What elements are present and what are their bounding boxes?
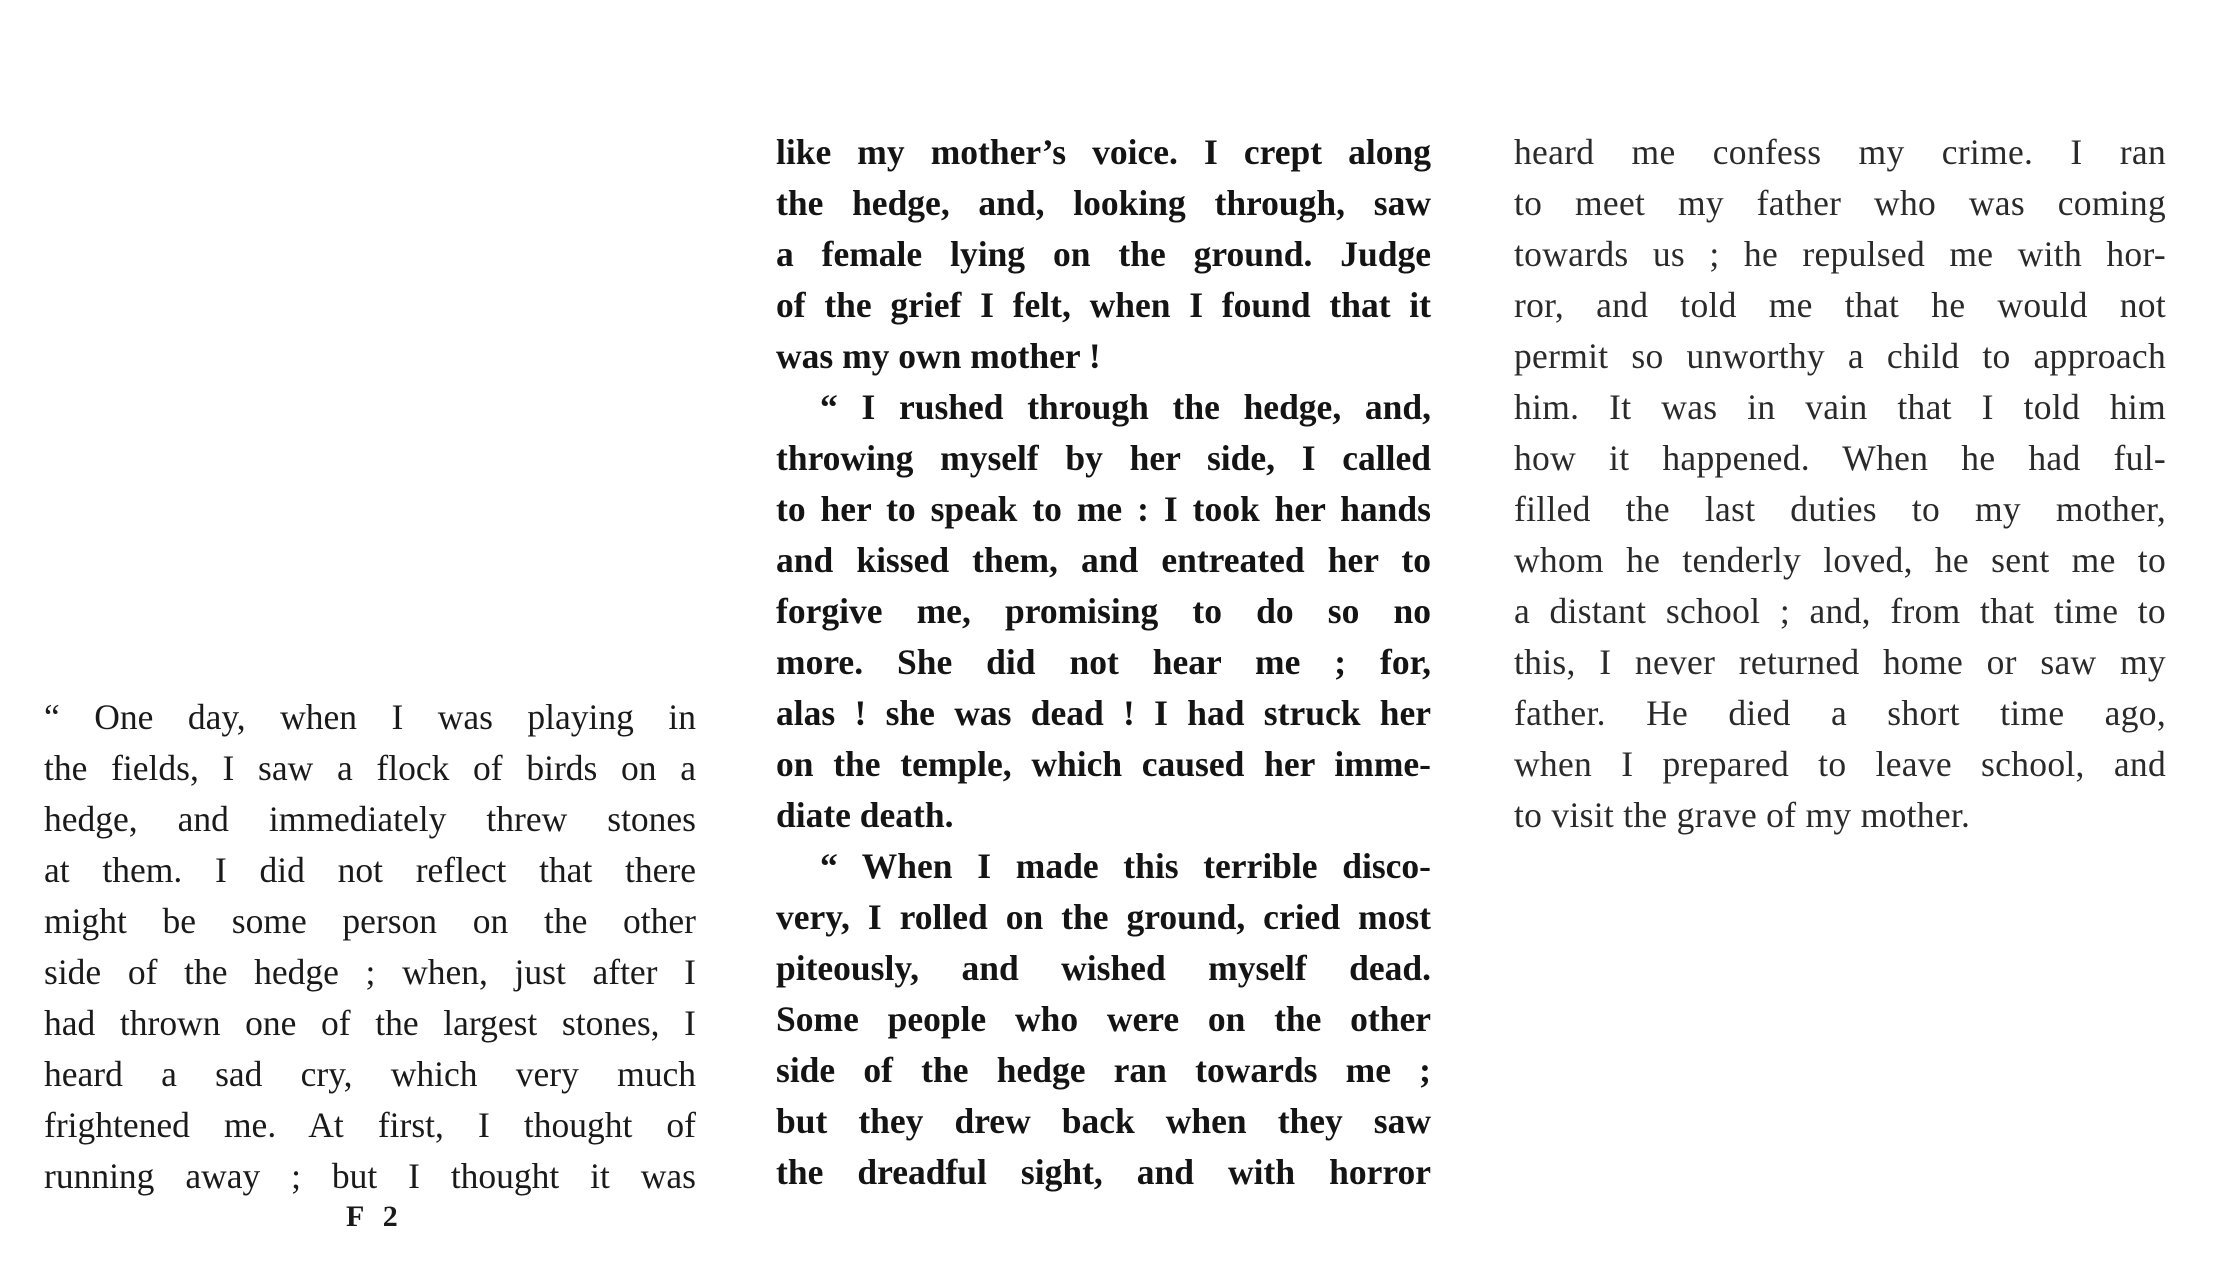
text-line: a female lying on the ground. Judge	[776, 234, 1431, 274]
signature-mark: F 2	[346, 1200, 404, 1233]
text-line: to visit the grave of my mother.	[1514, 795, 1971, 835]
text-line: throwing myself by her side, I called	[776, 438, 1431, 478]
text-line: side of the hedge ran towards me ;	[776, 1050, 1431, 1090]
text-line: diate death.	[776, 795, 954, 835]
text-line: alas ! she was dead ! I had struck her	[776, 693, 1431, 733]
text-line: but they drew back when they saw	[776, 1101, 1431, 1141]
text-line: “ When I made this terrible disco-	[820, 846, 1431, 886]
text-line: forgive me, promising to do so no	[776, 591, 1431, 631]
text-line: very, I rolled on the ground, cried most	[776, 897, 1431, 937]
text-line: frightened me. At first, I thought of	[44, 1105, 696, 1145]
text-line: towards us ; he repulsed me with hor-	[1514, 234, 2166, 274]
text-line: the hedge, and, looking through, saw	[776, 183, 1431, 223]
text-line: to her to speak to me : I took her hands	[776, 489, 1431, 529]
text-line: how it happened. When he had ful-	[1514, 438, 2166, 478]
text-line: and kissed them, and entreated her to	[776, 540, 1431, 580]
text-line: was my own mother !	[776, 336, 1101, 376]
text-line: piteously, and wished myself dead.	[776, 948, 1431, 988]
text-line: to meet my father who was coming	[1514, 183, 2166, 223]
text-line: him. It was in vain that I told him	[1514, 387, 2166, 427]
text-line: the dreadful sight, and with horror	[776, 1152, 1431, 1192]
text-line: “ One day, when I was playing in	[44, 697, 696, 737]
text-column-left	[44, 692, 696, 1202]
text-line: heard a sad cry, which very much	[44, 1054, 696, 1094]
text-column-middle	[776, 127, 1431, 1198]
text-line: a distant school ; and, from that time to	[1514, 591, 2166, 631]
text-line: ror, and told me that he would not	[1514, 285, 2166, 325]
text-line: permit so unworthy a child to approach	[1514, 336, 2166, 376]
text-line: this, I never returned home or saw my	[1514, 642, 2166, 682]
text-line: filled the last duties to my mother,	[1514, 489, 2166, 529]
text-column-right	[1514, 127, 2166, 841]
text-line: when I prepared to leave school, and	[1514, 744, 2166, 784]
text-line: whom he tenderly loved, he sent me to	[1514, 540, 2166, 580]
text-line: Some people who were on the other	[776, 999, 1431, 1039]
text-line: had thrown one of the largest stones, I	[44, 1003, 696, 1043]
text-line: running away ; but I thought it was	[44, 1156, 696, 1196]
text-line: more. She did not hear me ; for,	[776, 642, 1431, 682]
text-line: father. He died a short time ago,	[1514, 693, 2166, 733]
text-line: at them. I did not reflect that there	[44, 850, 696, 890]
text-line: heard me confess my crime. I ran	[1514, 132, 2166, 172]
text-line: on the temple, which caused her imme-	[776, 744, 1431, 784]
text-line: the fields, I saw a flock of birds on a	[44, 748, 696, 788]
text-line: might be some person on the other	[44, 901, 696, 941]
text-line: of the grief I felt, when I found that it	[776, 285, 1431, 325]
text-line: side of the hedge ; when, just after I	[44, 952, 696, 992]
text-line: like my mother’s voice. I crept along	[776, 132, 1431, 172]
text-line: hedge, and immediately threw stones	[44, 799, 696, 839]
text-line: “ I rushed through the hedge, and,	[820, 387, 1431, 427]
